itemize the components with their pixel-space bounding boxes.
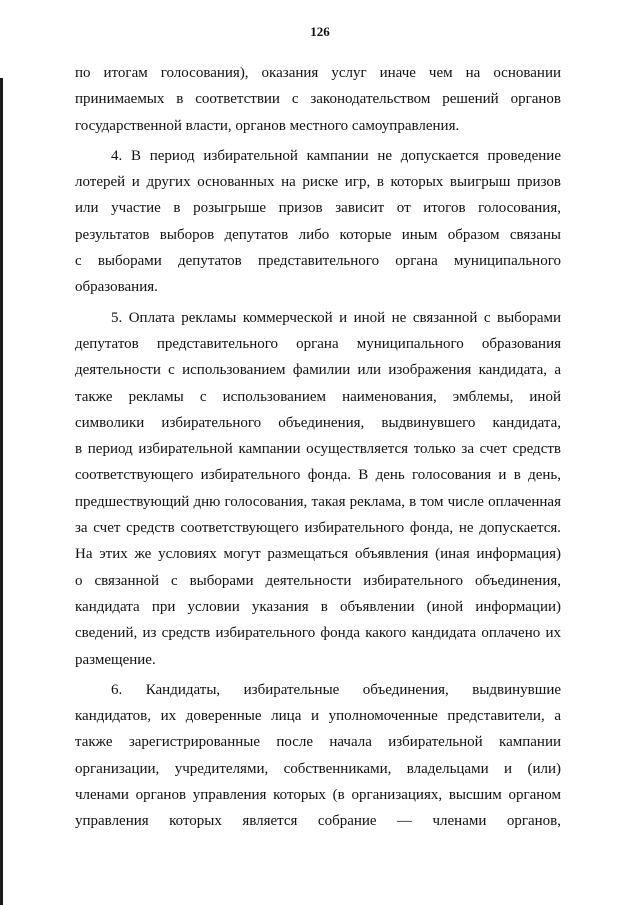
text-line: деятельности с использованием фамилии или изображения кандидата, а — [75, 362, 561, 379]
text-line: о связанной с выборами деятельности избирательного объединения, — [75, 572, 561, 589]
text-line: 5. Оплата рекламы коммерческой и иной не связанной с выборами — [111, 309, 561, 326]
text-line: символики избирательного объединения, выдвинувшего кандидата, — [75, 414, 561, 431]
text-line: в период избирательной кампании осуществляется только за счет средств — [75, 441, 561, 458]
scan-left-edge — [0, 78, 3, 905]
text-line: государственной власти, органов местного самоуправления. — [75, 117, 460, 134]
text-line: 4. В период избирательной кампании не допускается проведение — [111, 147, 561, 164]
paragraph — [75, 60, 561, 139]
paragraph — [75, 143, 561, 301]
text-line: также рекламы с использованием наименования, эмблемы, иной — [75, 388, 561, 405]
paragraph — [75, 677, 561, 835]
text-line: или участие в розыгрыше призов зависит от итогов голосования, — [75, 200, 561, 217]
text-line: с выборами депутатов представительного органа муниципального — [75, 253, 561, 270]
text-line: результатов выборов депутатов либо которые иным образом связаны — [75, 226, 561, 243]
text-line: размещение. — [75, 651, 156, 668]
text-line: 6. Кандидаты, избирательные объединения, выдвинувшие — [111, 681, 561, 698]
text-line: соответствующего избирательного фонда. В день голосования и в день, — [75, 467, 561, 484]
text-line: сведений, из средств избирательного фонда какого кандидата оплачено их — [75, 625, 561, 642]
text-line: кандидата при условии указания в объявлении (иной информации) — [75, 598, 561, 615]
text-line: по итогам голосования), оказания услуг иначе чем на основании — [75, 65, 561, 81]
text-line: за счет средств соответствующего избирательного фонда, не допускается. — [75, 520, 561, 537]
text-line: управления которых является собрание — членами органов, — [75, 813, 561, 830]
text-line: также зарегистрированные после начала избирательной кампании — [75, 734, 561, 751]
text-line: организации, учредителями, собственниками, владельцами и (или) — [75, 760, 561, 777]
text-line: кандидатов, их доверенные лица и уполномоченные представители, а — [75, 708, 561, 725]
text-line: образования. — [75, 279, 158, 296]
text-line: предшествующий дню голосования, такая реклама, в том числе оплаченная — [75, 493, 561, 510]
text-line: принимаемых в соответствии с законодательством решений органов — [75, 91, 561, 108]
page-number: 126 — [310, 24, 330, 39]
text-line: членами органов управления которых (в организациях, высшим органом — [75, 787, 561, 804]
paragraph — [75, 305, 561, 673]
text-line: На этих же условиях могут размещаться объявления (иная информация) — [75, 546, 561, 563]
text-line: лотерей и других основанных на риске игр, в которых выигрыш призов — [75, 174, 561, 191]
text-line: депутатов представительного органа муниципального образования — [75, 335, 561, 352]
document-body — [75, 60, 561, 835]
